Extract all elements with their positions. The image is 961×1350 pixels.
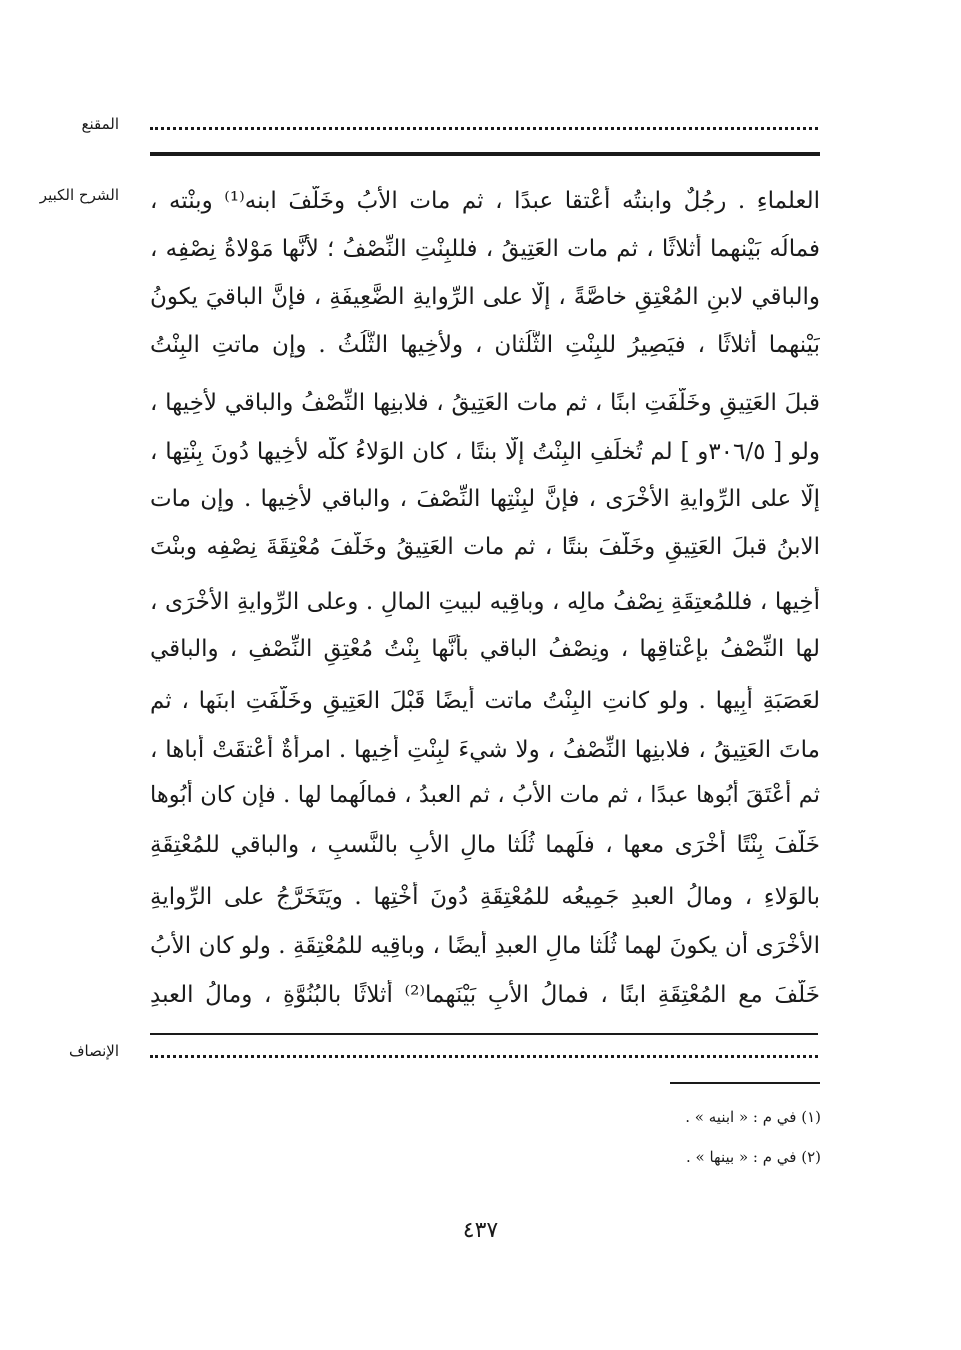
text-line: أخِيها ، فللمُعتِقَةِ نِصْفُ مالِه ، وباقِيه لبيتِ المالِ . وعلى الرِّوايةِ الأُخْرَى ، bbox=[150, 589, 820, 615]
insaf-label: الإنصاف bbox=[68, 1042, 119, 1060]
text-line: والباقي لابنِ المُعْتِقِ خاصَّةً ، إلَّا على الرِّوايةِ الضَّعِيفَةِ ، فإنَّ الباقيَ يكونُ bbox=[150, 284, 820, 310]
text-line: بَيْنهما أثلاثًا ، فيَصِيرُ للبِنْتِ الثُّلُثان ، ولأخِيها الثُّلُثُ . وإن ماتتِ البِنْتُ bbox=[150, 332, 820, 358]
text-line: ولو [ ٣٠٦/٥و ] لم تُخلِّفِ البِنْتُ إلَّا بنتًا ، كان الوَلاءُ كلُّه لأخِيها دُونَ بِنْتِها ، bbox=[150, 439, 820, 465]
text-line: قبلَ العَتِيقِ وخَلَّفَتِ ابنًا ، ثم مات العَتِيقُ ، فلابنِها النِّصْفُ والباقي لأخِيها ، bbox=[150, 390, 820, 416]
insaf-dotted-rule bbox=[150, 1055, 818, 1058]
text-line: خَلَّفَ بِنْتًا أُخْرَى معها ، فلَهما ثُلُثا مالِ الأبِ بالنَّسبِ ، والباقي للمُعْتِقَةِ bbox=[150, 832, 820, 858]
text-line: الأُخْرَى أن يكونَ لهما ثُلُثا مالِ العبدِ أيضًا ، وباقِيه للمُعْتِقَةِ . ولو كان الأبُ bbox=[150, 933, 820, 959]
footnote-2: (٢) في م : « بينها » . bbox=[686, 1148, 821, 1166]
text-line: لها النِّصْفُ بإعْتاقِها ، ونِصْفُ الباقي بأنَّها بِنْتُ مُعْتِقِ النِّصْفِ ، والباقي bbox=[150, 636, 820, 662]
text-line: خَلَّفَ مع المُعْتِقَةِ ابنًا ، فمالُ الأبِ بَيْنَهما⁽²⁾ أثلاثًا بالبُنُوَّةِ ، ومالُ العبدِ bbox=[150, 982, 820, 1008]
text-line: ثم أعْتَقَ أبُوها عبدًا ، ثم مات الأبُ ، ثم العبدُ ، فمالُهما لها . فإن كان أبُوها bbox=[150, 782, 820, 808]
text-line: بالوَلاءِ ، ومالُ العبدِ جَمِيعُه للمُعْتِقَةِ دُونَ أُخْتِها . ويَتَخَرَّجُ على الرِّوايةِ bbox=[150, 884, 820, 910]
header-dotted-rule bbox=[150, 127, 818, 130]
footnote-separator bbox=[670, 1082, 820, 1084]
sharh-kabir-label: الشرح الكبير bbox=[39, 186, 119, 204]
header-solid-rule bbox=[150, 152, 820, 156]
section-divider bbox=[150, 1033, 818, 1035]
text-line: فمالُه بَيْنهما أثلاثًا ، ثم مات العَتِيقُ ، فللبِنْتِ النِّصْفُ ؛ لأنَّها مَوْلاةُ نِصْفِه ، bbox=[150, 236, 820, 262]
text-line: ماتَ العَتِيقُ ، فلابنِها النِّصْفُ ، ولا شيءَ لبِنْتِ أخِيها . امرأةٌ أعْتقَتْ أباها ، bbox=[150, 737, 820, 763]
footnote-1: (١) في م : « ابنيه » . bbox=[685, 1108, 821, 1126]
text-line: لعَصَبَةِ أبِيها . ولو كانتِ البِنْتُ ماتت أيضًا قَبْلَ العَتِيقِ وخَلَّفَتِ ابنَها ، ثم bbox=[150, 688, 820, 714]
text-line: العلماءِ . رجُلٌ وابنتُه أعْتقا عبدًا ، ثم مات الأبُ وخَلَّفَ ابنه⁽¹⁾ وبنْته ، bbox=[150, 188, 820, 214]
text-line: الابنُ قبلَ العَتِيقِ وخَلَّفَ بنتًا ، ثم مات العَتِيقُ وخَلَّفَ مُعْتِقَةَ نِصْفِه وبنْتَ bbox=[150, 534, 820, 560]
page-number: ٤٣٧ bbox=[462, 1218, 499, 1243]
text-line: إلَّا على الرِّوايةِ الأُخْرَى ، فإنَّ لبِنْتِها النِّصْفَ ، والباقي لأخِيها . وإن مات bbox=[150, 486, 820, 512]
header-title: المقنع bbox=[81, 115, 119, 133]
